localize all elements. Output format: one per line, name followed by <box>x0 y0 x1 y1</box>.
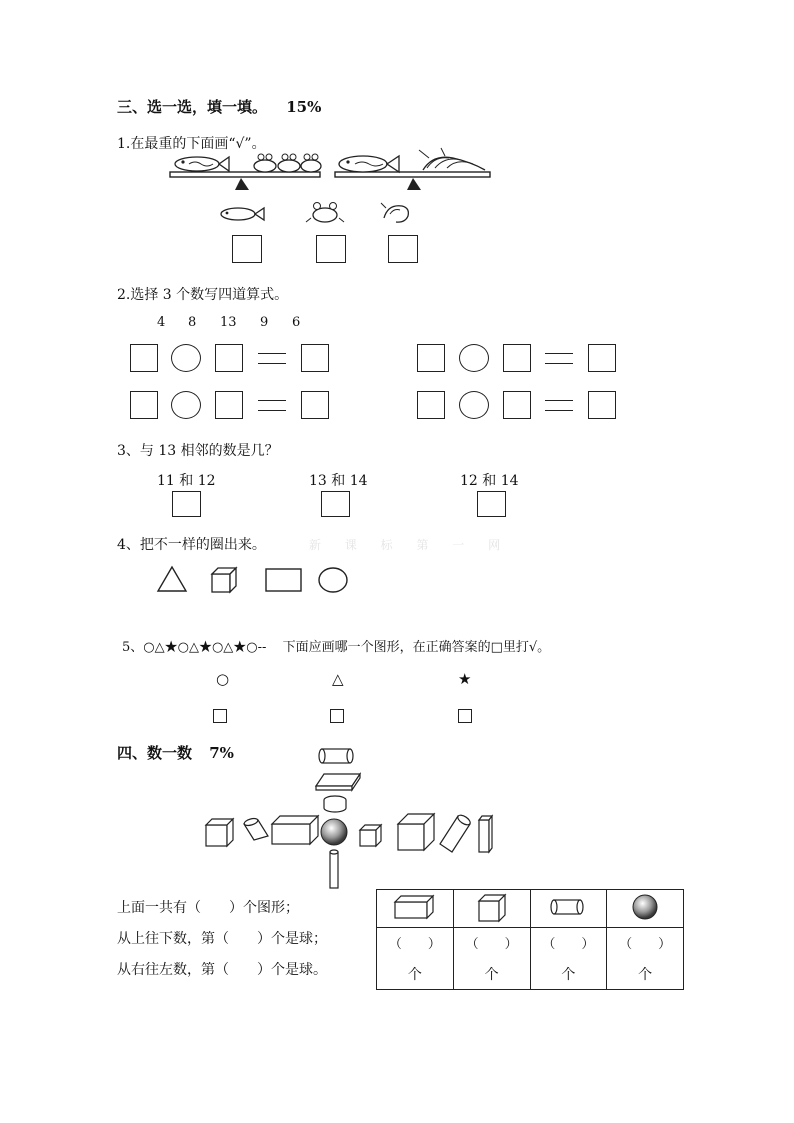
q2-text: 2.选择 3 个数写四道算式。 <box>117 287 289 303</box>
fish-icon <box>221 208 264 220</box>
balance-scales-illustration <box>165 150 500 200</box>
equals-sign <box>258 353 286 364</box>
cylinder-icon <box>440 813 472 852</box>
operator-circle[interactable] <box>171 344 201 372</box>
q5-checkbox-circle[interactable] <box>213 709 227 723</box>
triangle-icon[interactable] <box>158 567 186 591</box>
section4-score: 7% <box>209 744 234 762</box>
result-box[interactable] <box>588 344 616 372</box>
q1-answer-box-shrimp[interactable] <box>388 235 418 263</box>
result-box[interactable] <box>301 391 329 419</box>
cube-icon <box>474 892 510 922</box>
number-box[interactable] <box>417 391 445 419</box>
crab-icon <box>306 203 344 223</box>
result-box[interactable] <box>588 391 616 419</box>
q5-option-triangle: △ <box>332 670 344 688</box>
cylinder-icon <box>324 796 346 812</box>
number-box[interactable] <box>503 344 531 372</box>
count-paren: （ ） <box>619 937 672 952</box>
section4-title-text: 四、数一数 <box>117 744 193 762</box>
section3-title <box>117 96 321 117</box>
operator-circle[interactable] <box>459 344 489 372</box>
equals-sign <box>258 400 286 411</box>
crab-icon <box>254 154 321 172</box>
section4-question-3: 从右往左数，第（ ）个是球。 <box>117 962 327 978</box>
count-table-header-cuboid <box>377 890 454 928</box>
q3-option-2: 13 和 14 <box>309 473 368 489</box>
cube-icon <box>398 814 434 850</box>
q3-option-3: 12 和 14 <box>460 473 519 489</box>
right-balance-scale <box>335 148 490 190</box>
q3-answer-box-1[interactable] <box>172 491 201 517</box>
equals-sign <box>545 353 573 364</box>
fish-icon <box>339 156 399 172</box>
section3-score: 15% <box>286 98 322 116</box>
cylinder-icon <box>243 817 268 840</box>
q5-option-star: ★ <box>458 670 472 688</box>
count-table-header-cylinder <box>530 890 607 928</box>
count-paren: （ ） <box>388 937 441 952</box>
result-box[interactable] <box>301 344 329 372</box>
count-table-header-sphere <box>607 890 684 928</box>
count-unit: 个 <box>407 967 422 983</box>
number-box[interactable] <box>417 344 445 372</box>
q5-line <box>122 636 550 655</box>
count-unit: 个 <box>561 967 576 983</box>
cylinder-icon <box>548 895 588 919</box>
q1-text: 1.在最重的下面画“√”。 <box>117 136 266 152</box>
count-table-header-row <box>377 890 684 928</box>
q5-option-circle: ○ <box>216 670 230 688</box>
shrimp-icon <box>419 148 485 170</box>
shrimp-icon <box>381 203 408 222</box>
circle-icon[interactable] <box>319 568 347 592</box>
q2-number-1: 4 <box>157 315 166 330</box>
q3-answer-box-3[interactable] <box>477 491 506 517</box>
number-box[interactable] <box>130 391 158 419</box>
cube-icon[interactable] <box>212 568 236 592</box>
q1-animals-row <box>218 202 418 224</box>
q3-text: 3、与 13 相邻的数是几？ <box>117 443 279 459</box>
q2-number-2: 8 <box>188 315 197 330</box>
cube-icon <box>206 819 233 846</box>
count-cell-cylinder[interactable] <box>530 928 607 990</box>
section4-question-1: 上面一共有（ ）个图形； <box>117 900 299 916</box>
rectangle-icon[interactable] <box>266 569 301 591</box>
count-cell-cube[interactable] <box>453 928 530 990</box>
q2-number-4: 9 <box>260 315 269 330</box>
q5-checkbox-triangle[interactable] <box>330 709 344 723</box>
number-box[interactable] <box>130 344 158 372</box>
count-table <box>376 889 684 990</box>
count-paren: （ ） <box>465 937 518 952</box>
cuboid-icon <box>316 774 360 790</box>
q1-answer-box-fish[interactable] <box>232 235 262 263</box>
q2-number-5: 6 <box>292 315 301 330</box>
count-table-answer-row <box>377 928 684 990</box>
section4-question-2: 从上往下数，第（ ）个是球； <box>117 931 327 947</box>
cuboid-icon <box>479 816 492 852</box>
number-box[interactable] <box>215 344 243 372</box>
number-box[interactable] <box>503 391 531 419</box>
section3-title-text: 三、选一选，填一填。 <box>117 98 268 116</box>
count-unit: 个 <box>638 967 653 983</box>
count-cell-sphere[interactable] <box>607 928 684 990</box>
watermark: 新 课 标 第 一 网 <box>309 538 511 552</box>
count-unit: 个 <box>484 967 499 983</box>
count-cell-cuboid[interactable] <box>377 928 454 990</box>
q5-sequence: 5、○△★○△★○△★○-- <box>122 640 267 655</box>
q3-option-1: 11 和 12 <box>157 473 216 489</box>
sphere-icon <box>321 819 347 845</box>
sphere-icon <box>630 892 660 922</box>
cuboid-icon <box>391 893 439 921</box>
number-box[interactable] <box>215 391 243 419</box>
q4-shapes <box>155 565 355 595</box>
q4-text: 4、把不一样的圈出来。 <box>117 537 266 553</box>
cube-icon <box>360 825 381 846</box>
q2-number-3: 13 <box>220 315 237 330</box>
solid-shapes-figure <box>200 744 500 892</box>
count-paren: （ ） <box>542 937 595 952</box>
q5-checkbox-star[interactable] <box>458 709 472 723</box>
cylinder-icon <box>319 749 353 763</box>
operator-circle[interactable] <box>459 391 489 419</box>
cuboid-icon <box>272 816 318 844</box>
equals-sign <box>545 400 573 411</box>
fish-icon <box>175 157 229 171</box>
q1-answer-box-crab[interactable] <box>316 235 346 263</box>
cylinder-icon <box>330 850 338 888</box>
count-table-header-cube <box>453 890 530 928</box>
q3-answer-box-2[interactable] <box>321 491 350 517</box>
left-balance-scale <box>170 154 321 190</box>
operator-circle[interactable] <box>171 391 201 419</box>
q5-prompt: 下面应画哪一个图形，在正确答案的□里打√。 <box>282 640 551 655</box>
